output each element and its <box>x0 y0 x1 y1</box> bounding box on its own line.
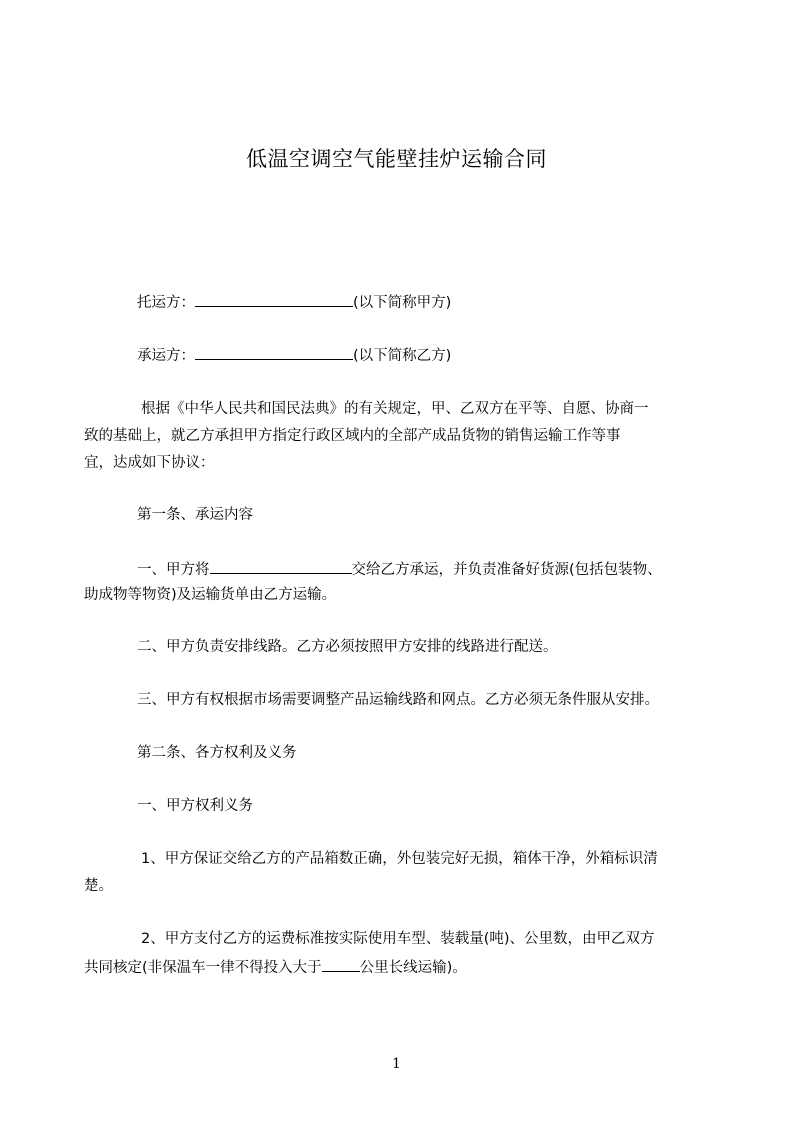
shipper-suffix: (以下简称甲方) <box>353 295 452 311</box>
article-1-item-1-prefix: 一、甲方将 <box>137 562 210 578</box>
article-1-item-1-line-2: 助成物等物资)及运输货单由乙方运输。 <box>84 587 337 603</box>
carrier-label: 承运方： <box>137 348 195 364</box>
article-1-item-3: 三、甲方有权根据市场需要调整产品运输线路和网点。乙方必须无条件服从安排。 <box>137 692 659 708</box>
preamble-line-1: 根据《中华人民共和国民法典》的有关规定，甲、乙双方在平等、自愿、协商一 <box>141 401 649 417</box>
carrier-line <box>137 344 451 366</box>
article-1-item-2: 二、甲方负责安排线路。乙方必须按照甲方安排的线路进行配送。 <box>137 639 558 655</box>
article-2-item-2-suffix: 公里长线运输)。 <box>359 960 467 976</box>
preamble-line-3: 宜，达成如下协议： <box>84 455 215 471</box>
shipper-line <box>137 291 451 313</box>
article-2-item-1-line-1: 1、甲方保证交给乙方的产品箱数正确，外包装完好无损，箱体干净，外箱标识清 <box>141 851 658 867</box>
shipper-label: 托运方： <box>137 295 195 311</box>
carrier-suffix: (以下简称乙方) <box>353 348 452 364</box>
article-2-item-1-line-2: 楚。 <box>84 878 113 894</box>
article-1-heading: 第一条、承运内容 <box>137 507 253 523</box>
page-number: 1 <box>392 1056 401 1072</box>
article-1-item-1-suffix: 交给乙方承运，并负责准备好货源(包括包装物、 <box>351 562 662 578</box>
page-title: 低温空调空气能壁挂炉运输合同 <box>246 147 547 171</box>
article-2-item-2-line-1: 2、甲方支付乙方的运费标准按实际使用车型、装载量(吨)、公里数，由甲乙双方 <box>141 931 655 947</box>
article-1-item-1 <box>137 558 662 580</box>
shipper-blank <box>195 291 353 307</box>
article-2-heading: 第二条、各方权利及义务 <box>137 745 297 761</box>
preamble-line-2: 致的基础上，就乙方承担甲方指定行政区域内的全部产成品货物的销售运输工作等事 <box>84 428 621 444</box>
article-2-item-2-line-2 <box>84 956 467 978</box>
goods-blank <box>210 558 352 574</box>
carrier-blank <box>195 344 353 360</box>
article-2-item-2-prefix: 共同核定(非保温车一律不得投入大于 <box>84 960 322 976</box>
distance-blank <box>322 956 360 972</box>
article-2-section-1-heading: 一、甲方权利义务 <box>137 798 253 814</box>
